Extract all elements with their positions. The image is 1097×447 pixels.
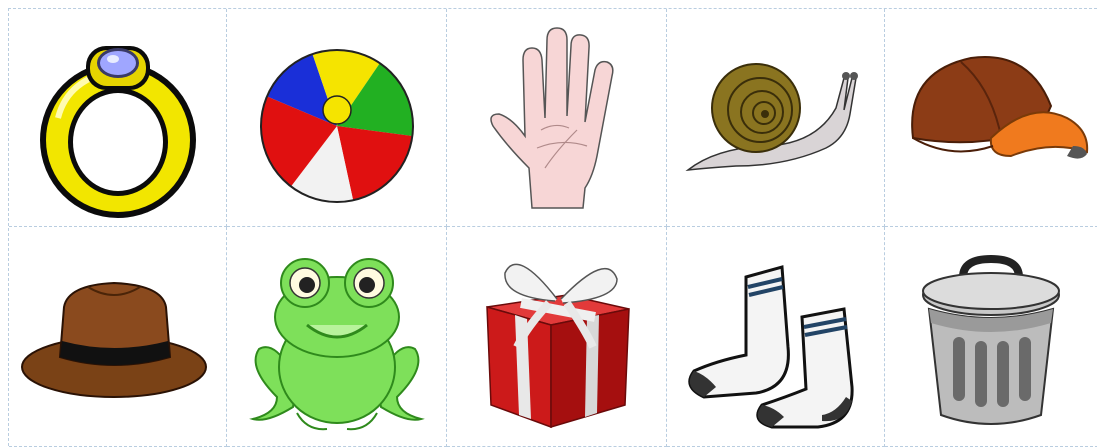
gift-box-icon xyxy=(457,237,657,437)
card-fedora-hat[interactable] xyxy=(9,227,227,447)
card-snail[interactable] xyxy=(667,9,885,227)
hand-icon xyxy=(457,18,657,218)
card-trash-can[interactable] xyxy=(885,227,1097,447)
card-beach-ball[interactable] xyxy=(227,9,447,227)
card-baseball-cap[interactable] xyxy=(885,9,1097,227)
socks-icon xyxy=(676,237,876,437)
card-frog[interactable] xyxy=(227,227,447,447)
fedora-hat-icon xyxy=(18,237,218,437)
card-ring[interactable] xyxy=(9,9,227,227)
snail-icon xyxy=(676,18,876,218)
card-gift-box[interactable] xyxy=(447,227,667,447)
frog-icon xyxy=(237,237,437,437)
card-socks[interactable] xyxy=(667,227,885,447)
ring-icon xyxy=(18,18,218,218)
picture-grid xyxy=(8,8,1097,446)
baseball-cap-icon xyxy=(891,18,1091,218)
beach-ball-icon xyxy=(237,18,437,218)
trash-can-icon xyxy=(891,237,1091,437)
card-hand[interactable] xyxy=(447,9,667,227)
